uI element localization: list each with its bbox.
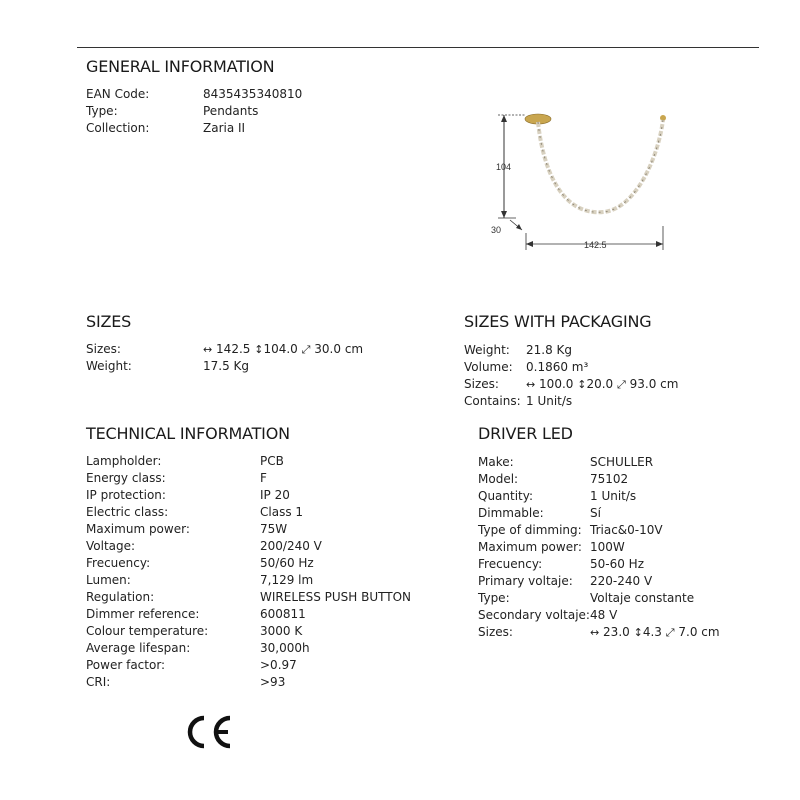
- value: 75W: [260, 522, 288, 536]
- label: Primary voltaje:: [478, 574, 573, 588]
- label: Sizes:: [478, 625, 513, 639]
- value: 600811: [260, 607, 306, 621]
- tech-row: [86, 487, 411, 504]
- value: 8435435340810: [203, 87, 303, 101]
- pack-sizes-row: [464, 376, 678, 393]
- driver-row: [478, 454, 720, 471]
- sizes-row: [86, 341, 363, 358]
- value: SCHULLER: [590, 455, 654, 469]
- depth-arrow-icon: ⤢: [301, 343, 311, 356]
- crystal-chain: [538, 120, 663, 212]
- height-arrow-icon: ↕: [633, 626, 643, 639]
- label: Type:: [86, 104, 118, 118]
- ce-mark-icon: [184, 712, 234, 752]
- label: Make:: [478, 455, 514, 469]
- label: Maximum power:: [86, 522, 190, 536]
- drop-dimension-label: 30: [491, 225, 502, 235]
- label: Volume:: [464, 360, 513, 374]
- depth-arrow-icon: ⤢: [665, 626, 675, 639]
- value: PCB: [260, 454, 284, 468]
- width-arrow-icon: ↔: [203, 343, 213, 356]
- product-dimension-diagram: [486, 108, 686, 258]
- label: Lumen:: [86, 573, 131, 587]
- tech-row: [86, 555, 411, 572]
- driver-row: [478, 505, 720, 522]
- width-value: 142.5: [216, 342, 251, 356]
- technical-info-title: TECHNICAL INFORMATION: [86, 424, 290, 443]
- value: Zaria II: [203, 121, 246, 135]
- value: 100W: [590, 540, 625, 554]
- label: Sizes:: [464, 377, 499, 391]
- label: Frecuency:: [478, 557, 543, 571]
- label: Lampholder:: [86, 454, 162, 468]
- value: 200/240 V: [260, 539, 322, 553]
- value: >93: [260, 675, 286, 689]
- tech-row: [86, 589, 411, 606]
- label: Dimmer reference:: [86, 607, 200, 621]
- label: Weight:: [464, 343, 510, 357]
- value: 3000 K: [260, 624, 303, 638]
- value: 30,000h: [260, 641, 310, 655]
- label: Power factor:: [86, 658, 166, 672]
- ean-row: [86, 86, 302, 103]
- value: [590, 624, 720, 641]
- driver-led-table: [478, 454, 720, 641]
- value: >0.97: [260, 658, 297, 672]
- label: CRI:: [86, 675, 111, 689]
- tech-row: [86, 453, 411, 470]
- depth-value: 30.0 cm: [314, 342, 364, 356]
- value: Class 1: [260, 505, 304, 519]
- technical-info-table: [86, 453, 411, 691]
- label: Maximum power:: [478, 540, 582, 554]
- height-arrow-icon: ↕: [577, 378, 587, 391]
- width-dimension-label: 142.5: [584, 240, 607, 250]
- label: Regulation:: [86, 590, 155, 604]
- tech-row: [86, 572, 411, 589]
- driver-row: [478, 556, 720, 573]
- value: Sí: [590, 506, 601, 520]
- label: Type of dimming:: [478, 523, 582, 537]
- depth-arrow-icon: ⤢: [617, 378, 626, 391]
- value: Triac&0-10V: [590, 523, 663, 537]
- tech-row: [86, 521, 411, 538]
- width-value: 23.0: [603, 625, 630, 639]
- pack-volume-row: [464, 359, 678, 376]
- label: Sizes:: [86, 342, 121, 356]
- label: Quantity:: [478, 489, 534, 503]
- value: 1 Unit/s: [526, 394, 573, 408]
- driver-row: [478, 590, 720, 607]
- pack-contains-row: [464, 393, 678, 410]
- value: 7,129 lm: [260, 573, 314, 587]
- label: IP protection:: [86, 488, 166, 502]
- label: EAN Code:: [86, 87, 150, 101]
- driver-row: [478, 488, 720, 505]
- value: 220-240 V: [590, 574, 653, 588]
- value: [203, 341, 363, 358]
- tech-row: [86, 674, 411, 691]
- label: Colour temperature:: [86, 624, 209, 638]
- label: Weight:: [86, 359, 132, 373]
- weight-row: [86, 358, 363, 375]
- driver-row: [478, 573, 720, 590]
- label: Average lifespan:: [86, 641, 191, 655]
- driver-row: [478, 539, 720, 556]
- value: 50/60 Hz: [260, 556, 314, 570]
- driver-sizes-row: [478, 624, 720, 641]
- tech-row: [86, 657, 411, 674]
- width-arrow-icon: ↔: [526, 378, 536, 391]
- label: Frecuency:: [86, 556, 151, 570]
- value: WIRELESS PUSH BUTTON: [260, 590, 412, 604]
- label: Type:: [478, 591, 510, 605]
- label: Collection:: [86, 121, 150, 135]
- driver-row: [478, 522, 720, 539]
- driver-row: [478, 607, 720, 624]
- pack-weight-row: [464, 342, 678, 359]
- general-info-title: GENERAL INFORMATION: [86, 57, 275, 76]
- value: 75102: [590, 472, 629, 486]
- height-dimension-label: 104: [496, 162, 512, 172]
- label: Energy class:: [86, 471, 166, 485]
- depth-value: 7.0 cm: [678, 625, 720, 639]
- value: 21.8 Kg: [526, 343, 573, 357]
- tech-row: [86, 623, 411, 640]
- packaging-title: SIZES WITH PACKAGING: [464, 312, 652, 331]
- label: Voltage:: [86, 539, 136, 553]
- collection-row: [86, 120, 302, 137]
- depth-value: 93.0 cm: [629, 377, 679, 391]
- driver-row: [478, 471, 720, 488]
- general-info-table: [86, 86, 302, 137]
- height-value: 20.0: [586, 377, 614, 391]
- value: F: [260, 471, 267, 485]
- tech-row: [86, 470, 411, 487]
- label: Model:: [478, 472, 519, 486]
- value: 17.5 Kg: [203, 359, 250, 373]
- value: IP 20: [260, 488, 290, 502]
- tech-row: [86, 538, 411, 555]
- value: 50-60 Hz: [590, 557, 645, 571]
- height-value: 4.3: [642, 625, 662, 639]
- tech-row: [86, 606, 411, 623]
- sizes-title: SIZES: [86, 312, 132, 331]
- height-arrow-icon: ↕: [254, 343, 264, 356]
- value: 48 V: [590, 608, 618, 622]
- packaging-table: [464, 342, 678, 410]
- label: Contains:: [464, 394, 521, 408]
- value: Voltaje constante: [590, 591, 695, 605]
- top-divider: [77, 47, 759, 48]
- label: Electric class:: [86, 505, 169, 519]
- value: 0.1860 m³: [526, 360, 589, 374]
- sizes-table: [86, 341, 363, 375]
- value: 1 Unit/s: [590, 489, 637, 503]
- label: Secondary voltaje:: [478, 608, 590, 622]
- value: [526, 376, 678, 393]
- crystal-chain-shadow: [538, 120, 663, 212]
- driver-led-title: DRIVER LED: [478, 424, 573, 443]
- tech-row: [86, 504, 411, 521]
- value: Pendants: [203, 104, 259, 118]
- height-value: 104.0: [263, 342, 298, 356]
- width-value: 100.0: [539, 377, 574, 391]
- label: Dimmable:: [478, 506, 544, 520]
- width-arrow-icon: ↔: [590, 626, 600, 639]
- tech-row: [86, 640, 411, 657]
- type-row: [86, 103, 302, 120]
